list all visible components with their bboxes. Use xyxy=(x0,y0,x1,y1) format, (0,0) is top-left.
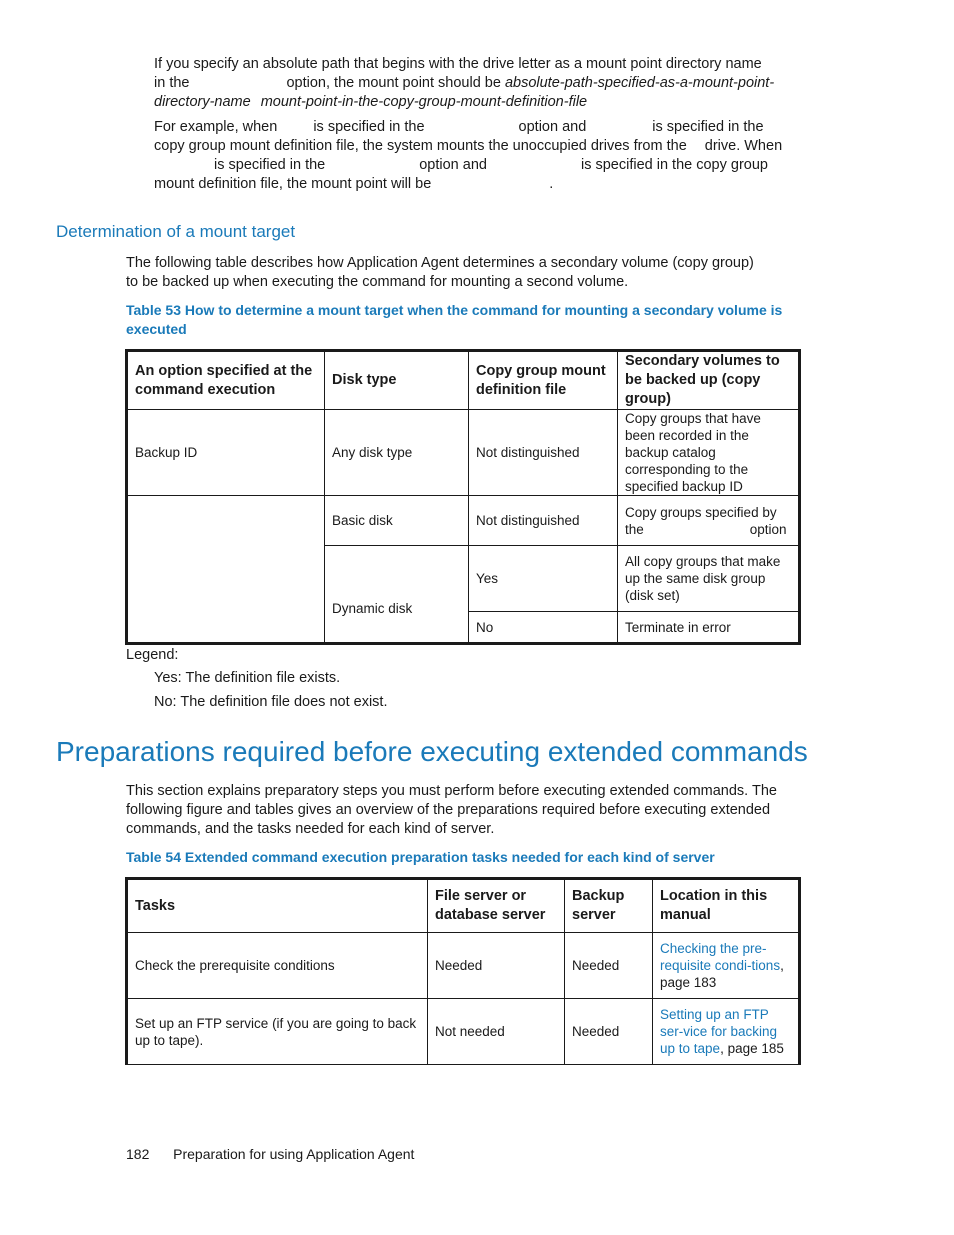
cell-disk-type: Dynamic disk xyxy=(325,546,469,644)
intro-paragraph-2 xyxy=(154,118,814,194)
header-tasks: Tasks xyxy=(127,879,428,933)
intro-text: is specified in the copy group xyxy=(580,157,768,173)
legend-title: Legend: xyxy=(126,647,179,663)
intro-text: For example, when xyxy=(154,119,278,135)
table53-caption xyxy=(126,301,826,339)
cell-definition-file: Not distinguished xyxy=(469,410,618,496)
intro-italic-text: absolute-path-specified-as-a-mount-point- xyxy=(504,75,775,91)
section2-body xyxy=(126,782,826,839)
section-heading-preparations: Preparations required before executing extended commands xyxy=(56,736,808,767)
intro-text: option and xyxy=(518,119,587,135)
header-option: An option specified at the command execution xyxy=(127,351,325,410)
intro-text: option, the mount point should be xyxy=(286,75,501,91)
body-line: to be backed up when executing the command for mounting a second volume. xyxy=(126,274,629,290)
page-number: 182 xyxy=(126,1146,150,1162)
table-header-row xyxy=(127,879,800,933)
body-line: following figure and tables gives an overview of the preparations required before executing extended xyxy=(126,802,771,818)
cell-definition-file: Not distinguished xyxy=(469,496,618,546)
body-line: The following table describes how Application Agent determines a secondary volume (copy group) xyxy=(126,255,754,271)
cell-definition-file: No xyxy=(469,612,618,644)
table54-caption: Table 54 Extended command execution preparation tasks needed for each kind of server xyxy=(126,849,715,865)
intro-line xyxy=(154,137,814,156)
header-definition-file: Copy group mount definition file xyxy=(469,351,618,410)
manual-link[interactable]: Checking the pre-requisite condi-tions xyxy=(660,941,781,973)
table-row xyxy=(127,410,800,496)
page-reference: , page 185 xyxy=(720,1041,784,1056)
cell-backup-server: Needed xyxy=(565,999,653,1065)
intro-italic-text: directory-name xyxy=(154,94,251,110)
cell-location xyxy=(653,999,800,1065)
cell-secondary-volumes: Terminate in error xyxy=(618,612,800,644)
cell-text: Copy groups specified by xyxy=(625,504,777,520)
legend-yes: Yes: The definition file exists. xyxy=(154,670,341,686)
intro-line xyxy=(154,175,814,194)
cell-definition-file: Yes xyxy=(469,546,618,612)
cell-text: the xyxy=(625,521,644,537)
header-backup-server: Backup server xyxy=(565,879,653,933)
cell-backup-server: Needed xyxy=(565,933,653,999)
intro-text: is specified in the xyxy=(313,119,425,135)
page-reference: , page 183 xyxy=(660,958,784,990)
cell-option-empty xyxy=(127,496,325,644)
table-header-row xyxy=(127,351,800,410)
intro-line xyxy=(154,74,814,93)
cell-text-line xyxy=(625,521,791,538)
cell-location xyxy=(653,933,800,999)
section-heading-mount-target: Determination of a mount target xyxy=(56,222,296,241)
manual-link[interactable]: Setting up an FTP ser-vice for backing up to tape xyxy=(660,1007,778,1056)
intro-italic-text: mount-point-in-the-copy-group-mount-definition-file xyxy=(260,94,588,110)
header-file-server: File server or database server xyxy=(428,879,565,933)
table-row xyxy=(127,999,800,1065)
intro-paragraph-1 xyxy=(154,55,814,112)
cell-file-server: Not needed xyxy=(428,999,565,1065)
intro-line xyxy=(154,55,814,74)
cell-text: option xyxy=(749,521,787,537)
intro-text: is specified in the xyxy=(652,119,764,135)
cell-task: Check the prerequisite conditions xyxy=(127,933,428,999)
intro-line xyxy=(154,93,814,112)
table-row xyxy=(127,496,800,546)
header-disk-type: Disk type xyxy=(325,351,469,410)
intro-text: copy group mount definition file, the system mounts the unoccupied drives from the xyxy=(154,138,687,154)
body-line: This section explains preparatory steps you must perform before executing extended commands. The xyxy=(126,783,777,799)
table-53 xyxy=(125,349,801,645)
table-54 xyxy=(125,877,801,1065)
caption-line: Table 53 How to determine a mount target when the command for mounting a secondary volume is xyxy=(126,302,783,318)
cell-secondary-volumes: Copy groups that have been recorded in the backup catalog corresponding to the specified backup ID xyxy=(618,410,800,496)
caption-line: executed xyxy=(126,321,187,337)
section1-body xyxy=(126,254,826,292)
cell-secondary-volumes xyxy=(618,496,800,546)
intro-text: drive. When xyxy=(704,138,783,154)
table-row xyxy=(127,933,800,999)
cell-secondary-volumes: All copy groups that make up the same disk group (disk set) xyxy=(618,546,800,612)
chapter-title: Preparation for using Application Agent xyxy=(173,1146,415,1162)
intro-text: is specified in the xyxy=(214,157,326,173)
cell-task: Set up an FTP service (if you are going to back up to tape). xyxy=(127,999,428,1065)
cell-disk-type: Any disk type xyxy=(325,410,469,496)
legend-no: No: The definition file does not exist. xyxy=(154,694,388,710)
intro-text: . xyxy=(549,176,554,192)
intro-line xyxy=(154,118,814,137)
body-line: commands, and the tasks needed for each kind of server. xyxy=(126,821,495,837)
header-secondary-volumes: Secondary volumes to be backed up (copy group) xyxy=(618,351,800,410)
intro-text: in the xyxy=(154,75,190,91)
cell-file-server: Needed xyxy=(428,933,565,999)
intro-line xyxy=(154,156,814,175)
cell-option: Backup ID xyxy=(127,410,325,496)
intro-text: mount definition file, the mount point will be xyxy=(154,176,432,192)
footer xyxy=(126,1146,414,1162)
intro-text: If you specify an absolute path that begins with the drive letter as a mount point directory name xyxy=(154,56,762,72)
header-location: Location in this manual xyxy=(653,879,800,933)
cell-disk-type: Basic disk xyxy=(325,496,469,546)
intro-text: option and xyxy=(419,157,487,173)
